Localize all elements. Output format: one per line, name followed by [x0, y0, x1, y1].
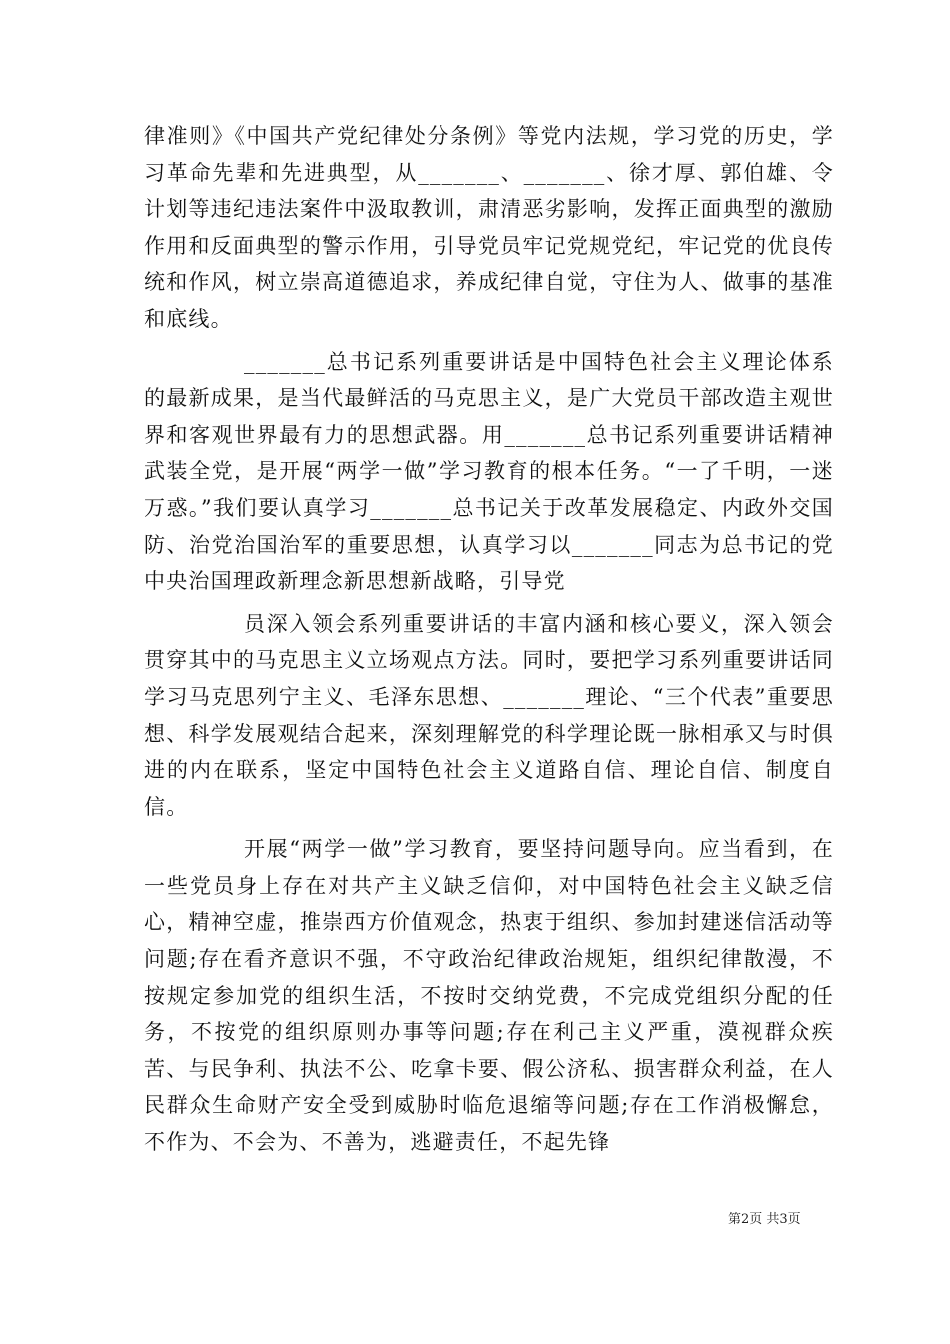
page-number-footer: 第2页 共3页 [728, 1212, 801, 1227]
paragraph-3: 员深入领会系列重要讲话的丰富内涵和核心要义，深入领会贯穿其中的马克思主义立场观点方法。同时，要把学习系列重要讲话同学习马克思列宁主义、毛泽东思想、_______理论、“三个代表”重要思想、科学发展观结合起来，深刻理解党的科学理论既一脉相承又与时俱进的内在联系，坚定中国特色社会主义道路自信、理论自信、制度自信。 [144, 611, 834, 819]
paragraph-2: _______总书记系列重要讲话是中国特色社会主义理论体系的最新成果，是当代最鲜活的马克思主义，是广大党员干部改造主观世界和客观世界最有力的思想武器。用_______总书记系列重要讲话精神武装全党，是开展“两学一做”学习教育的根本任务。“一了千明，一迷万惑。”我们要认真学习_______总书记关于改革发展稳定、内政外交国防、治党治国治军的重要思想，认真学习以_______同志为总书记的党中央治国理政新理念新思想新战略，引导党 [144, 349, 834, 594]
document-body [144, 118, 834, 1167]
paragraph-4: 开展“两学一做”学习教育，要坚持问题导向。应当看到，在一些党员身上存在对共产主义缺乏信仰，对中国特色社会主义缺乏信心，精神空虚，推崇西方价值观念，热衷于组织、参加封建迷信活动等问题;存在看齐意识不强，不守政治纪律政治规矩，组织纪律散漫，不按规定参加党的组织生活，不按时交纳党费，不完成党组织分配的任务，不按党的组织原则办事等问题;存在利己主义严重，漠视群众疾苦、与民争利、执法不公、吃拿卡要、假公济私、损害群众利益，在人民群众生命财产安全受到威胁时临危退缩等问题;存在工作消极懈怠，不作为、不会为、不善为，逃避责任，不起先锋 [144, 837, 834, 1155]
paragraph-1: 律准则》《中国共产党纪律处分条例》等党内法规，学习党的历史，学习革命先辈和先进典型，从_______、_______、徐才厚、郭伯雄、令计划等违纪违法案件中汲取教训，肃清恶劣影响，发挥正面典型的激励作用和反面典型的警示作用，引导党员牢记党规党纪，牢记党的优良传统和作风，树立崇高道德追求，养成纪律自觉，守住为人、做事的基准和底线。 [144, 124, 834, 331]
